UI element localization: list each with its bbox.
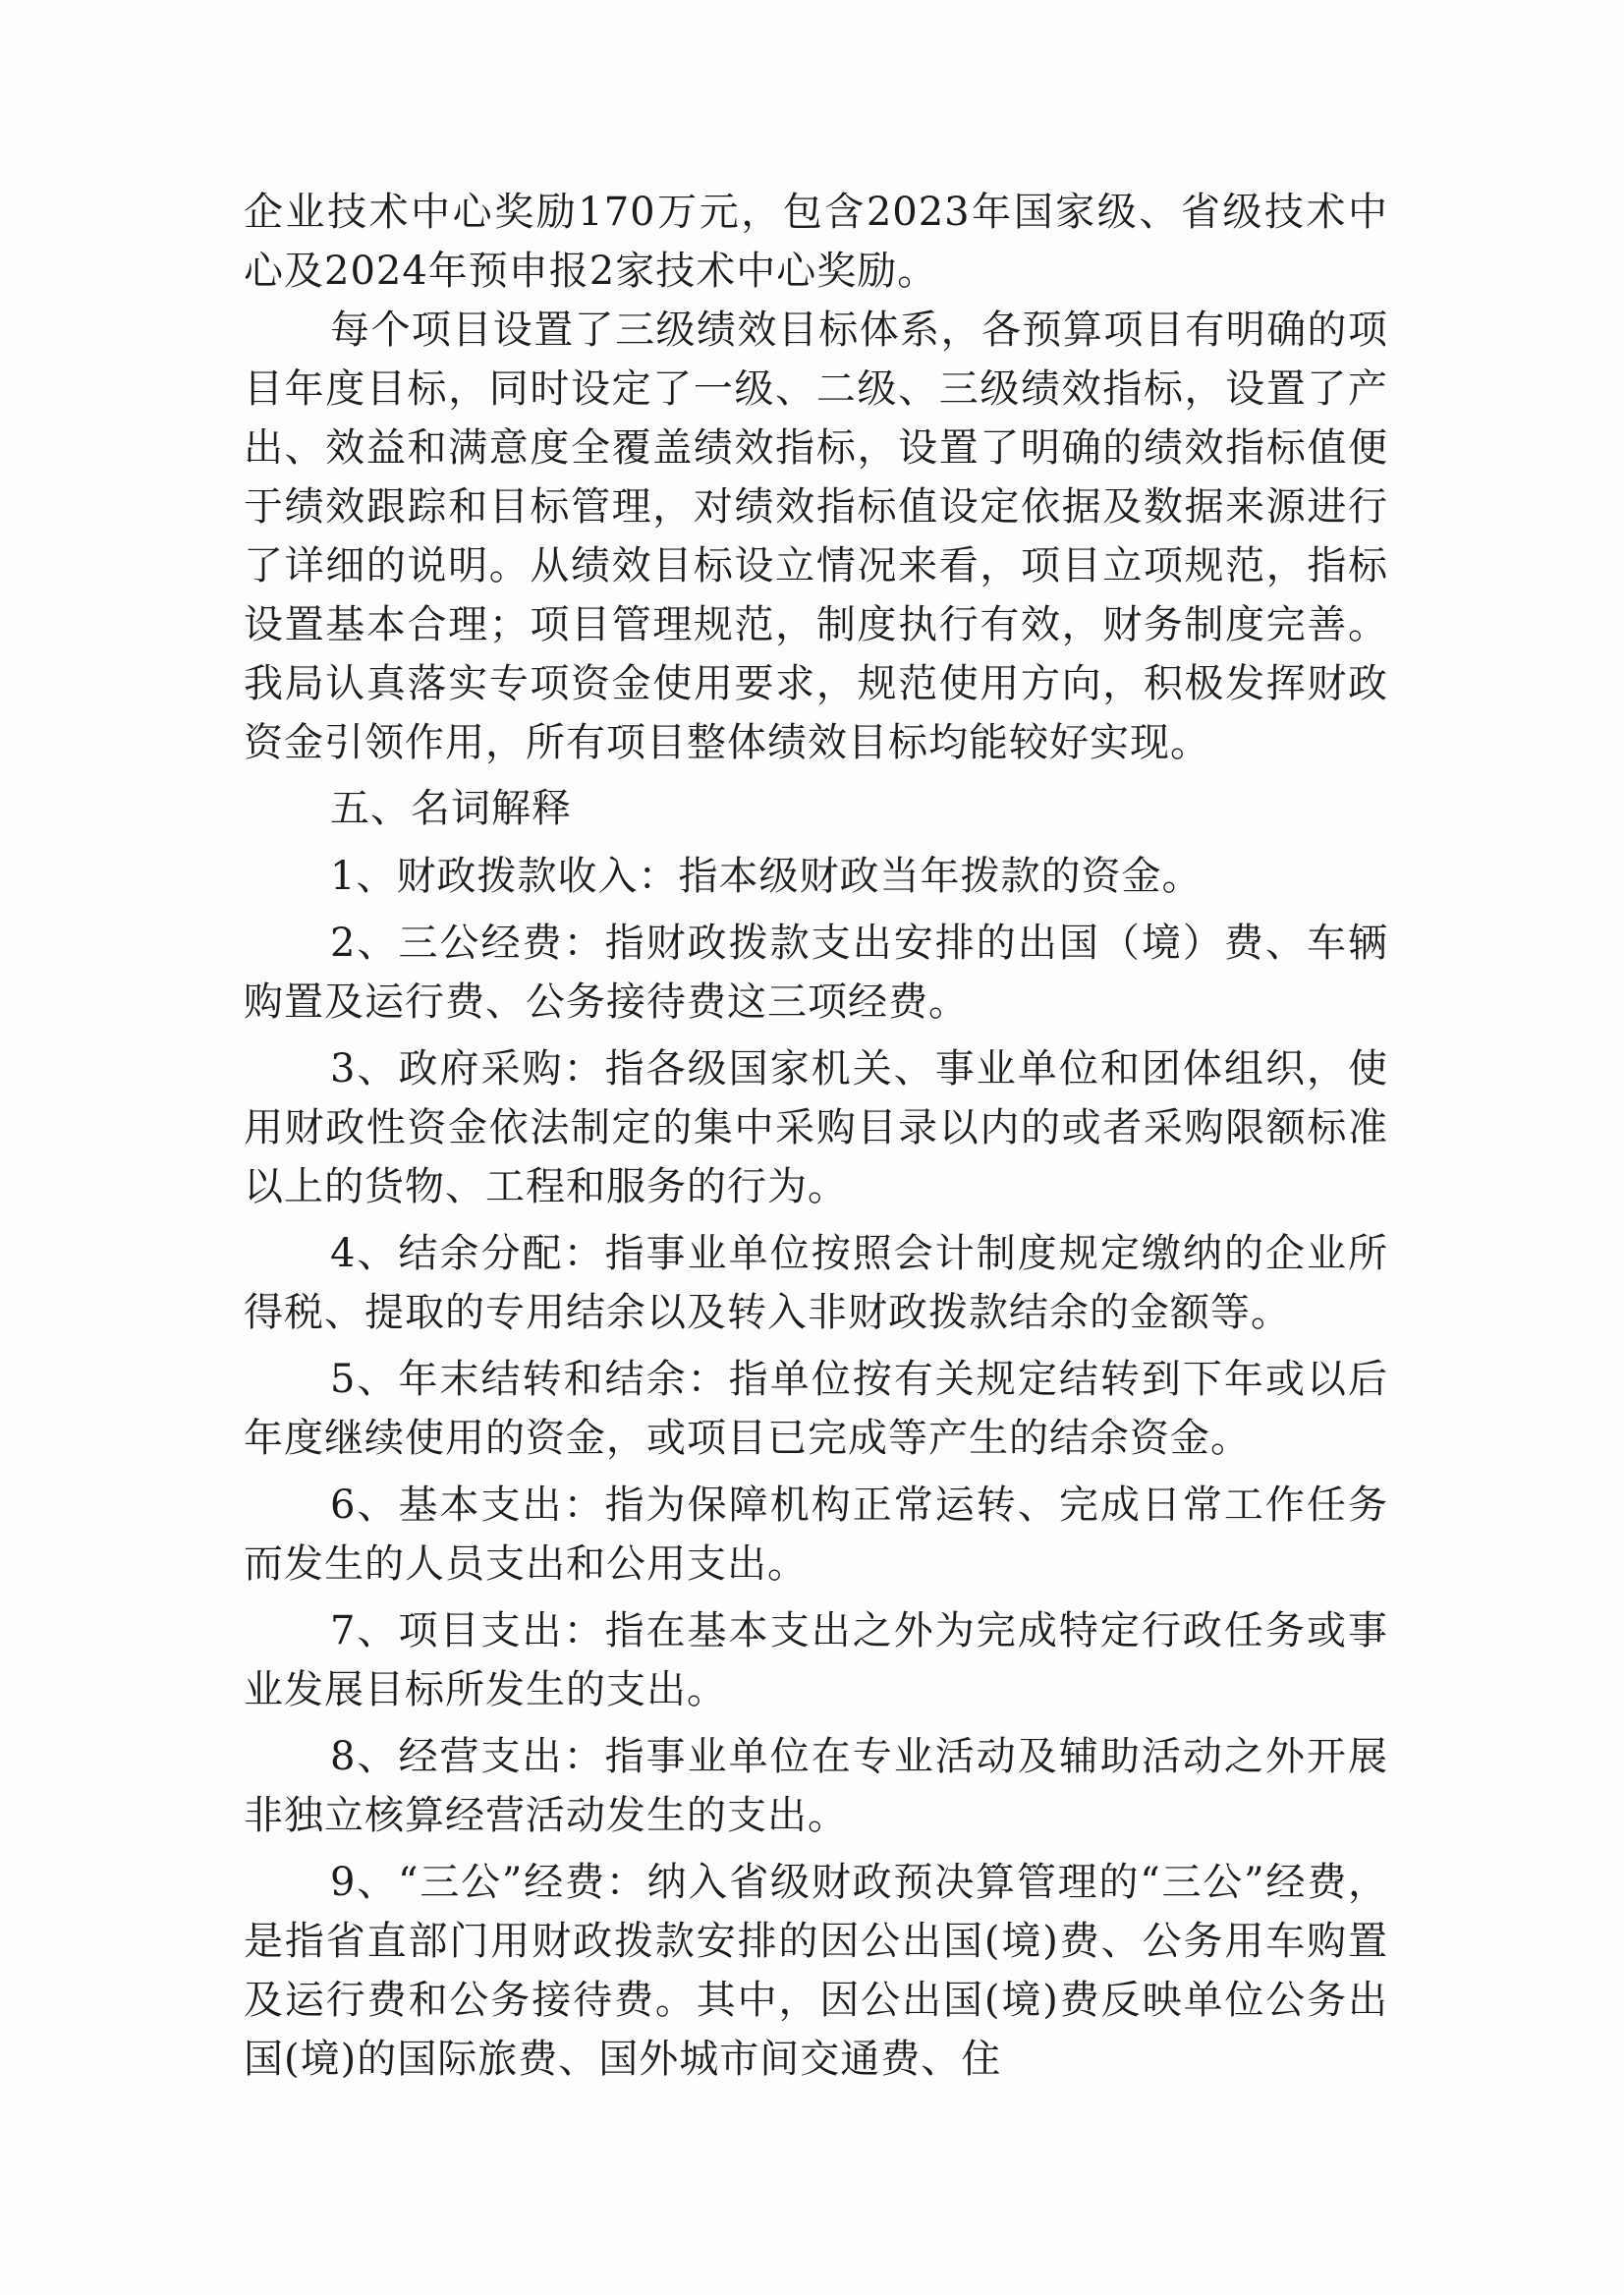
definition-item-2: 2、三公经费：指财政拨款支出安排的出国（境）费、车辆购置及运行费、公务接待费这三项经费。 [244,921,1388,1025]
document-body [244,183,1388,2089]
definition-item-4: 4、结余分配：指事业单位按照会计制度规定缴纳的企业所得税、提取的专用结余以及转入非财政拨款结余的金额等。 [244,1231,1388,1335]
section-heading: 五、名词解释 [330,786,572,831]
performance-paragraph: 每个项目设置了三级绩效目标体系，各预算项目有明确的项目年度目标，同时设定了一级、二级、三级绩效指标，设置了产出、效益和满意度全覆盖绩效指标，设置了明确的绩效指标值便于绩效跟踪和目标管理，对绩效指标值设定依据及数据来源进行了详细的说明。从绩效目标设立情况来看，项目立项规范，指标设置基本合理；项目管理规范，制度执行有效，财务制度完善。我局认真落实专项资金使用要求，规范使用方向，积极发挥财政资金引领作用，所有项目整体绩效目标均能较好实现。 [244,308,1388,765]
definition-item-3: 3、政府采购：指各级国家机关、事业单位和团体组织，使用财政性资金依法制定的集中采购目录以内的或者采购限额标准以上的货物、工程和服务的行为。 [244,1046,1388,1209]
definition-item-9: 9、“三公”经费：纳入省级财政预决算管理的“三公”经费，是指省直部门用财政拨款安排的因公出国(境)费、公务用车购置及运行费和公务接待费。其中，因公出国(境)费反映单位公务出国(境)的国际旅费、国外城市间交通费、住 [244,1860,1388,2082]
definition-item-6: 6、基本支出：指为保障机构正常运转、完成日常工作任务而发生的人员支出和公用支出。 [244,1483,1388,1587]
intro-paragraph: 企业技术中心奖励170万元，包含2023年国家级、省级技术中心及2024年预申报2家技术中心奖励。 [244,190,1388,294]
definition-item-8: 8、经营支出：指事业单位在专业活动及辅助活动之外开展非独立核算经营活动发生的支出。 [244,1734,1388,1838]
definition-item-5: 5、年末结转和结余：指单位按有关规定结转到下年或以后年度继续使用的资金，或项目已完成等产生的结余资金。 [244,1357,1388,1461]
definition-item-7: 7、项目支出：指在基本支出之外为完成特定行政任务或事业发展目标所发生的支出。 [244,1608,1388,1712]
definition-item-1: 1、财政拨款收入：指本级财政当年拨款的资金。 [330,854,1203,899]
